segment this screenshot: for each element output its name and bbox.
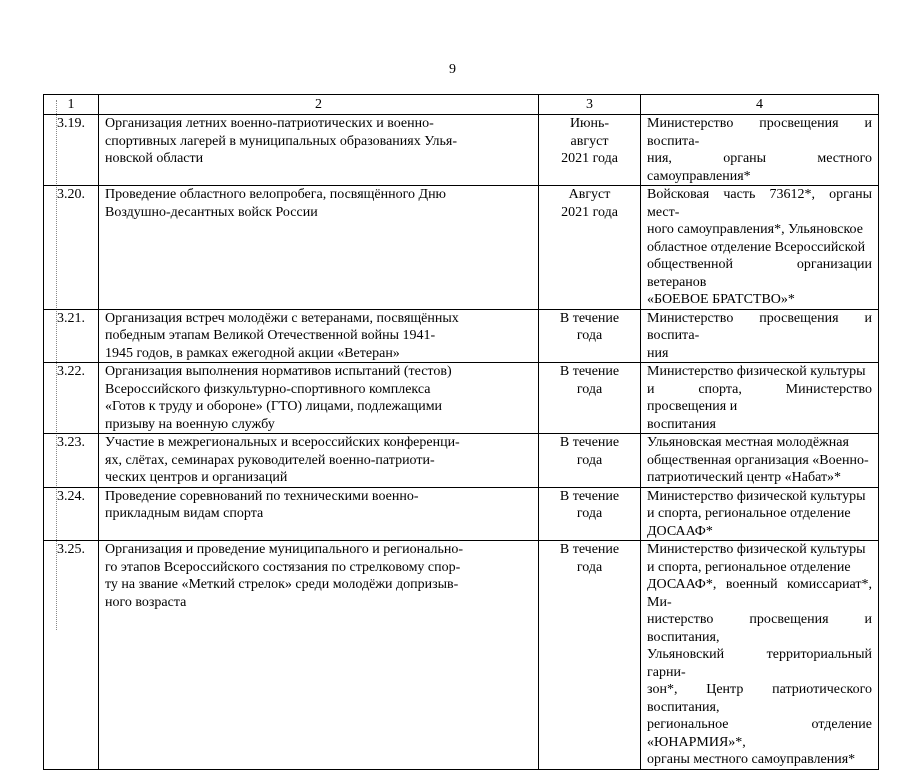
row-responsible: Министерство физической культуры и спорта, региональное отделение ДОСААФ* <box>647 488 866 539</box>
row-number: 3.21. <box>44 309 99 363</box>
row-responsible: Министерство просвещения и воспита- ния <box>647 310 872 361</box>
column-header-timeframe: 3 <box>539 95 641 115</box>
column-header-description: 2 <box>99 95 539 115</box>
row-timeframe: Август 2021 года <box>561 187 618 220</box>
table-row <box>44 363 879 434</box>
page-number: 9 <box>449 62 456 77</box>
row-description: Участие в межрегиональных и всероссийских конференци- ях, слётах, семинарах руководителей военно-патриоти- ческих центров и организаций <box>105 435 460 485</box>
row-timeframe: В течение года <box>559 310 620 343</box>
row-description: Организация выполнения нормативов испытаний (тестов) Всероссийского физкультурно-спортивного комплекса «Готов к труду и обороне» (ГТО) лицами, подлежащими призыву на военную службу <box>105 364 452 432</box>
row-timeframe: В течение года <box>559 364 620 397</box>
row-number: 3.25. <box>44 541 99 770</box>
row-responsible: Министерство физической культуры и спорта, региональное отделение ДОСААФ*, военный комиссариат*, Ми- нистерство просвещения и воспитания, Ульяновский территориальный гарни- зон*, Центр патриотического воспитания, региональное отделение «ЮНАРМИЯ»*, органы местного самоуправления* <box>647 542 872 767</box>
row-number: 3.19. <box>44 115 99 186</box>
table-row <box>44 434 879 488</box>
row-timeframe: В течение года <box>559 542 620 575</box>
row-number: 3.22. <box>44 363 99 434</box>
row-description: Проведение соревнований по техническими военно- прикладным видам спорта <box>105 488 419 521</box>
row-description: Организация летних военно-патриотических и военно- спортивных лагерей в муниципальных образованиях Улья- новской области <box>105 116 458 166</box>
events-table <box>43 94 879 770</box>
table-row <box>44 186 879 310</box>
row-timeframe: В течение года <box>559 488 620 521</box>
row-responsible: Министерство просвещения и воспита- ния, органы местного самоуправления* <box>647 116 872 184</box>
table-header-row <box>44 95 879 115</box>
row-description: Организация встреч молодёжи с ветеранами, посвящённых победным этапам Великой Отечественной войны 1941- 1945 годов, в рамках ежегодной акции «Ветеран» <box>105 310 459 361</box>
column-header-number: 1 <box>44 95 99 115</box>
row-responsible: Ульяновская местная молодёжная общественная организация «Военно- патриотический центр «Набат»* <box>647 435 869 485</box>
row-timeframe: В течение года <box>559 435 620 468</box>
table-row <box>44 115 879 186</box>
table-row <box>44 487 879 541</box>
row-description: Проведение областного велопробега, посвящённого Дню Воздушно-десантных войск России <box>105 187 447 220</box>
row-number: 3.24. <box>44 487 99 541</box>
row-responsible: Войсковая часть 73612*, органы мест- ного самоуправления*, Ульяновское областное отделение Всероссийской общественной организации ветеранов «БОЕВОЕ БРАТСТВО»* <box>647 187 872 307</box>
column-header-responsible: 4 <box>641 95 879 115</box>
row-description: Организация и проведение муниципального и регионально- го этапов Всероссийского состязания по стрелковому спор- ту на звание «Меткий стрелок» среди молодёжи допризыв- ного возраста <box>105 542 464 610</box>
table-row <box>44 309 879 363</box>
row-timeframe: Июнь- август 2021 года <box>561 116 618 166</box>
row-number: 3.20. <box>44 186 99 310</box>
row-responsible: Министерство физической культуры и спорта, Министерство просвещения и воспитания <box>647 364 872 432</box>
row-number: 3.23. <box>44 434 99 488</box>
table-row <box>44 541 879 770</box>
